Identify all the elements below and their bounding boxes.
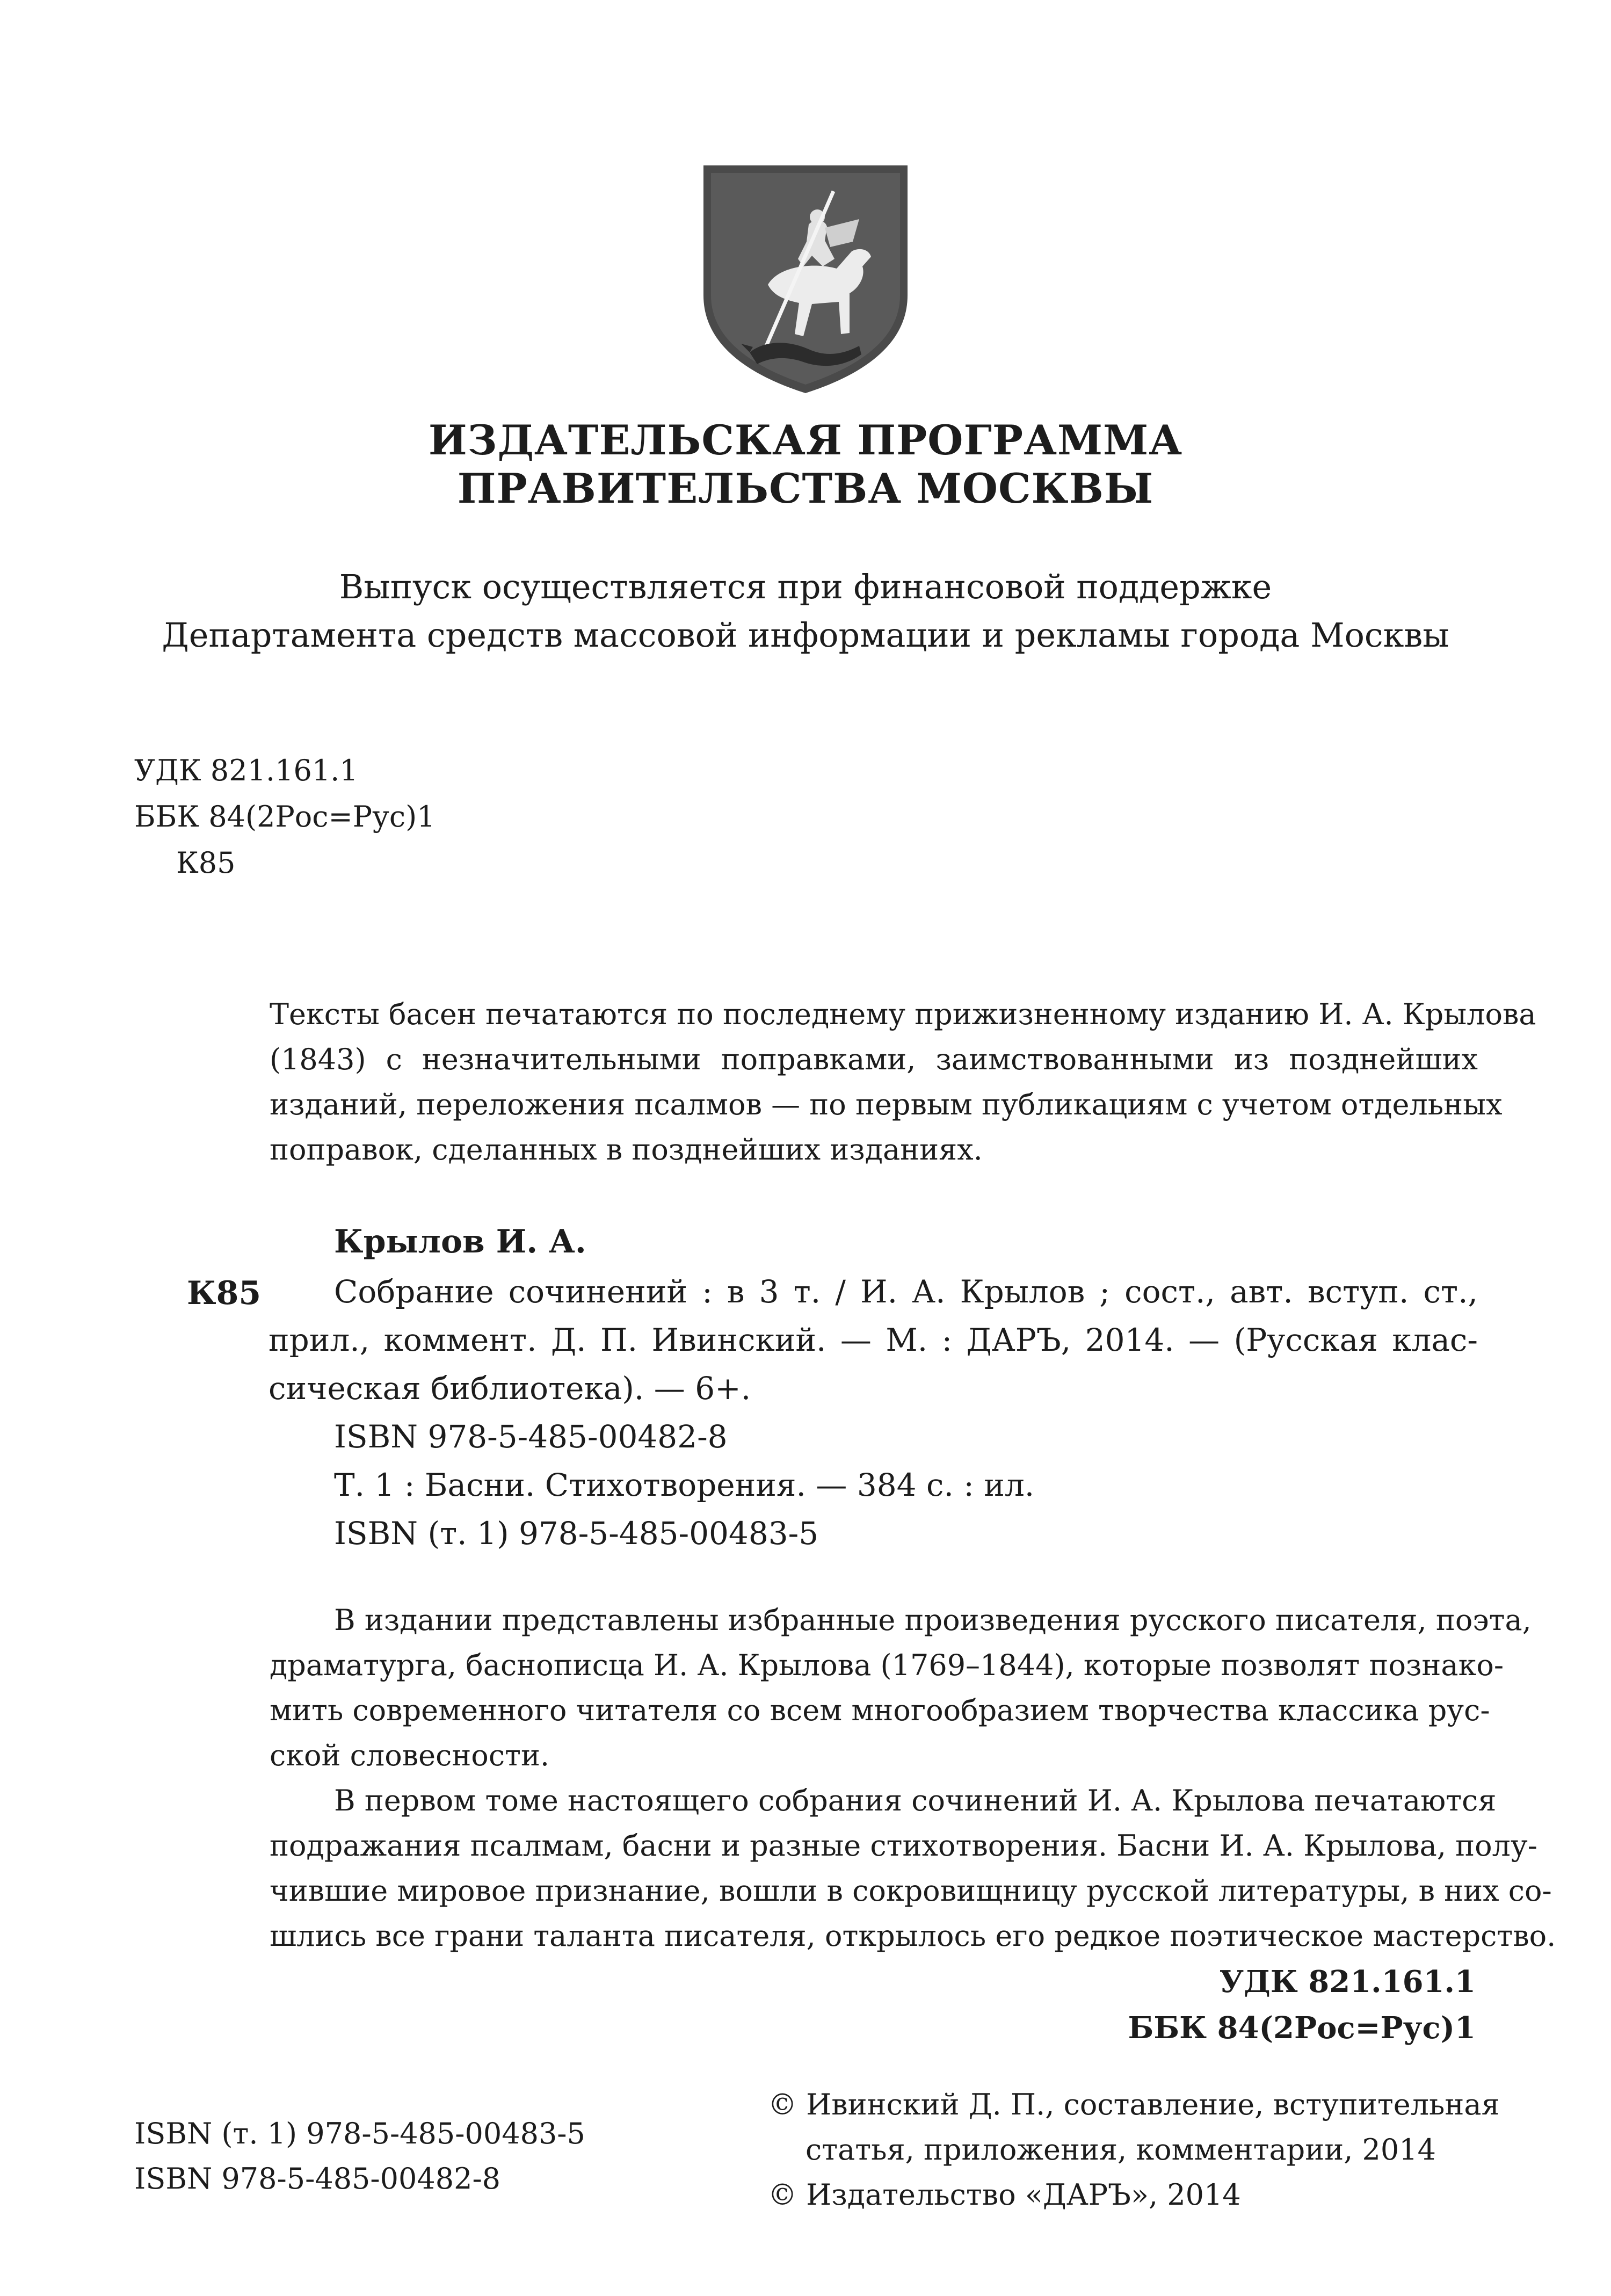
copyright-line: статья, приложения, комментарии, 2014 [806, 2133, 1436, 2167]
moscow-coat-of-arms-icon [698, 161, 913, 397]
udk-code: УДК 821.161.1 [134, 754, 358, 787]
publisher-program-line-1: ИЗДАТЕЛЬСКАЯ ПРОГРАММА [428, 416, 1183, 464]
annotation-line: чившие мировое признание, вошли в сокровищницу русской литературы, в них со- [270, 1874, 1552, 1908]
copyright-line: © Издательство «ДАРЪ», 2014 [768, 2178, 1241, 2212]
source-note-line: Тексты басен печатаются по последнему прижизненному изданию И. А. Крылова [270, 997, 1536, 1031]
source-note-line: поправок, сделанных в позднейших изданиях. [270, 1133, 983, 1167]
annotation-line: шлись все грани таланта писателя, открылось его редкое поэтическое мастерство. [270, 1919, 1556, 1953]
author-mark: К85 [176, 846, 236, 880]
catalog-author: Крылов И. А. [334, 1223, 586, 1261]
annotation-line: В первом томе настоящего собрания сочинений И. А. Крылова печатаются [334, 1784, 1497, 1817]
catalog-title-line: сическая библиотека). — 6+. [268, 1370, 751, 1407]
footer-isbn-set: ISBN 978-5-485-00482-8 [134, 2162, 501, 2196]
annotation-udk: УДК 821.161.1 [1219, 1964, 1476, 2000]
support-line-2: Департамента средств массовой информации и рекламы города Москвы [162, 615, 1449, 655]
catalog-isbn-set: ISBN 978-5-485-00482-8 [334, 1418, 728, 1455]
annotation-bbk: ББК 84(2Рос=Рус)1 [1128, 2010, 1476, 2046]
annotation-line: подражания псалмам, басни и разные стихотворения. Басни И. А. Крылова, полу- [270, 1829, 1537, 1863]
catalog-mark: К85 [187, 1274, 262, 1312]
annotation-line: В издании представлены избранные произведения русского писателя, поэта, [334, 1603, 1532, 1637]
annotation-line: мить современного читателя со всем многообразием творчества классика рус- [270, 1693, 1490, 1727]
catalog-title-line: Собрание сочинений : в 3 т. / И. А. Крылов ; сост., авт. вступ. ст., [334, 1273, 1478, 1310]
copyright-line: © Ивинский Д. П., составление, вступительная [768, 2088, 1500, 2121]
publisher-program-line-2: ПРАВИТЕЛЬСТВА МОСКВЫ [457, 465, 1154, 512]
catalog-isbn-volume: ISBN (т. 1) 978-5-485-00483-5 [334, 1515, 819, 1552]
annotation-line: ской словесности. [270, 1739, 550, 1772]
catalog-title-line: прил., коммент. Д. П. Ивинский. — М. : ДАРЪ, 2014. — (Русская клас- [268, 1322, 1478, 1358]
catalog-volume: Т. 1 : Басни. Стихотворения. — 384 с. : ил. [334, 1467, 1035, 1503]
footer-isbn-volume: ISBN (т. 1) 978-5-485-00483-5 [134, 2117, 585, 2150]
annotation-line: драматурга, баснописца И. А. Крылова (1769–1844), которые позволят познако- [270, 1648, 1504, 1682]
source-note-line: изданий, переложения псалмов — по первым публикациям с учетом отдельных [270, 1088, 1503, 1121]
support-line-1: Выпуск осуществляется при финансовой поддержке [339, 567, 1272, 606]
source-note-line: (1843) с незначительными поправками, заимствованными из позднейших [270, 1042, 1478, 1076]
bbk-code: ББК 84(2Рос=Рус)1 [134, 800, 436, 834]
